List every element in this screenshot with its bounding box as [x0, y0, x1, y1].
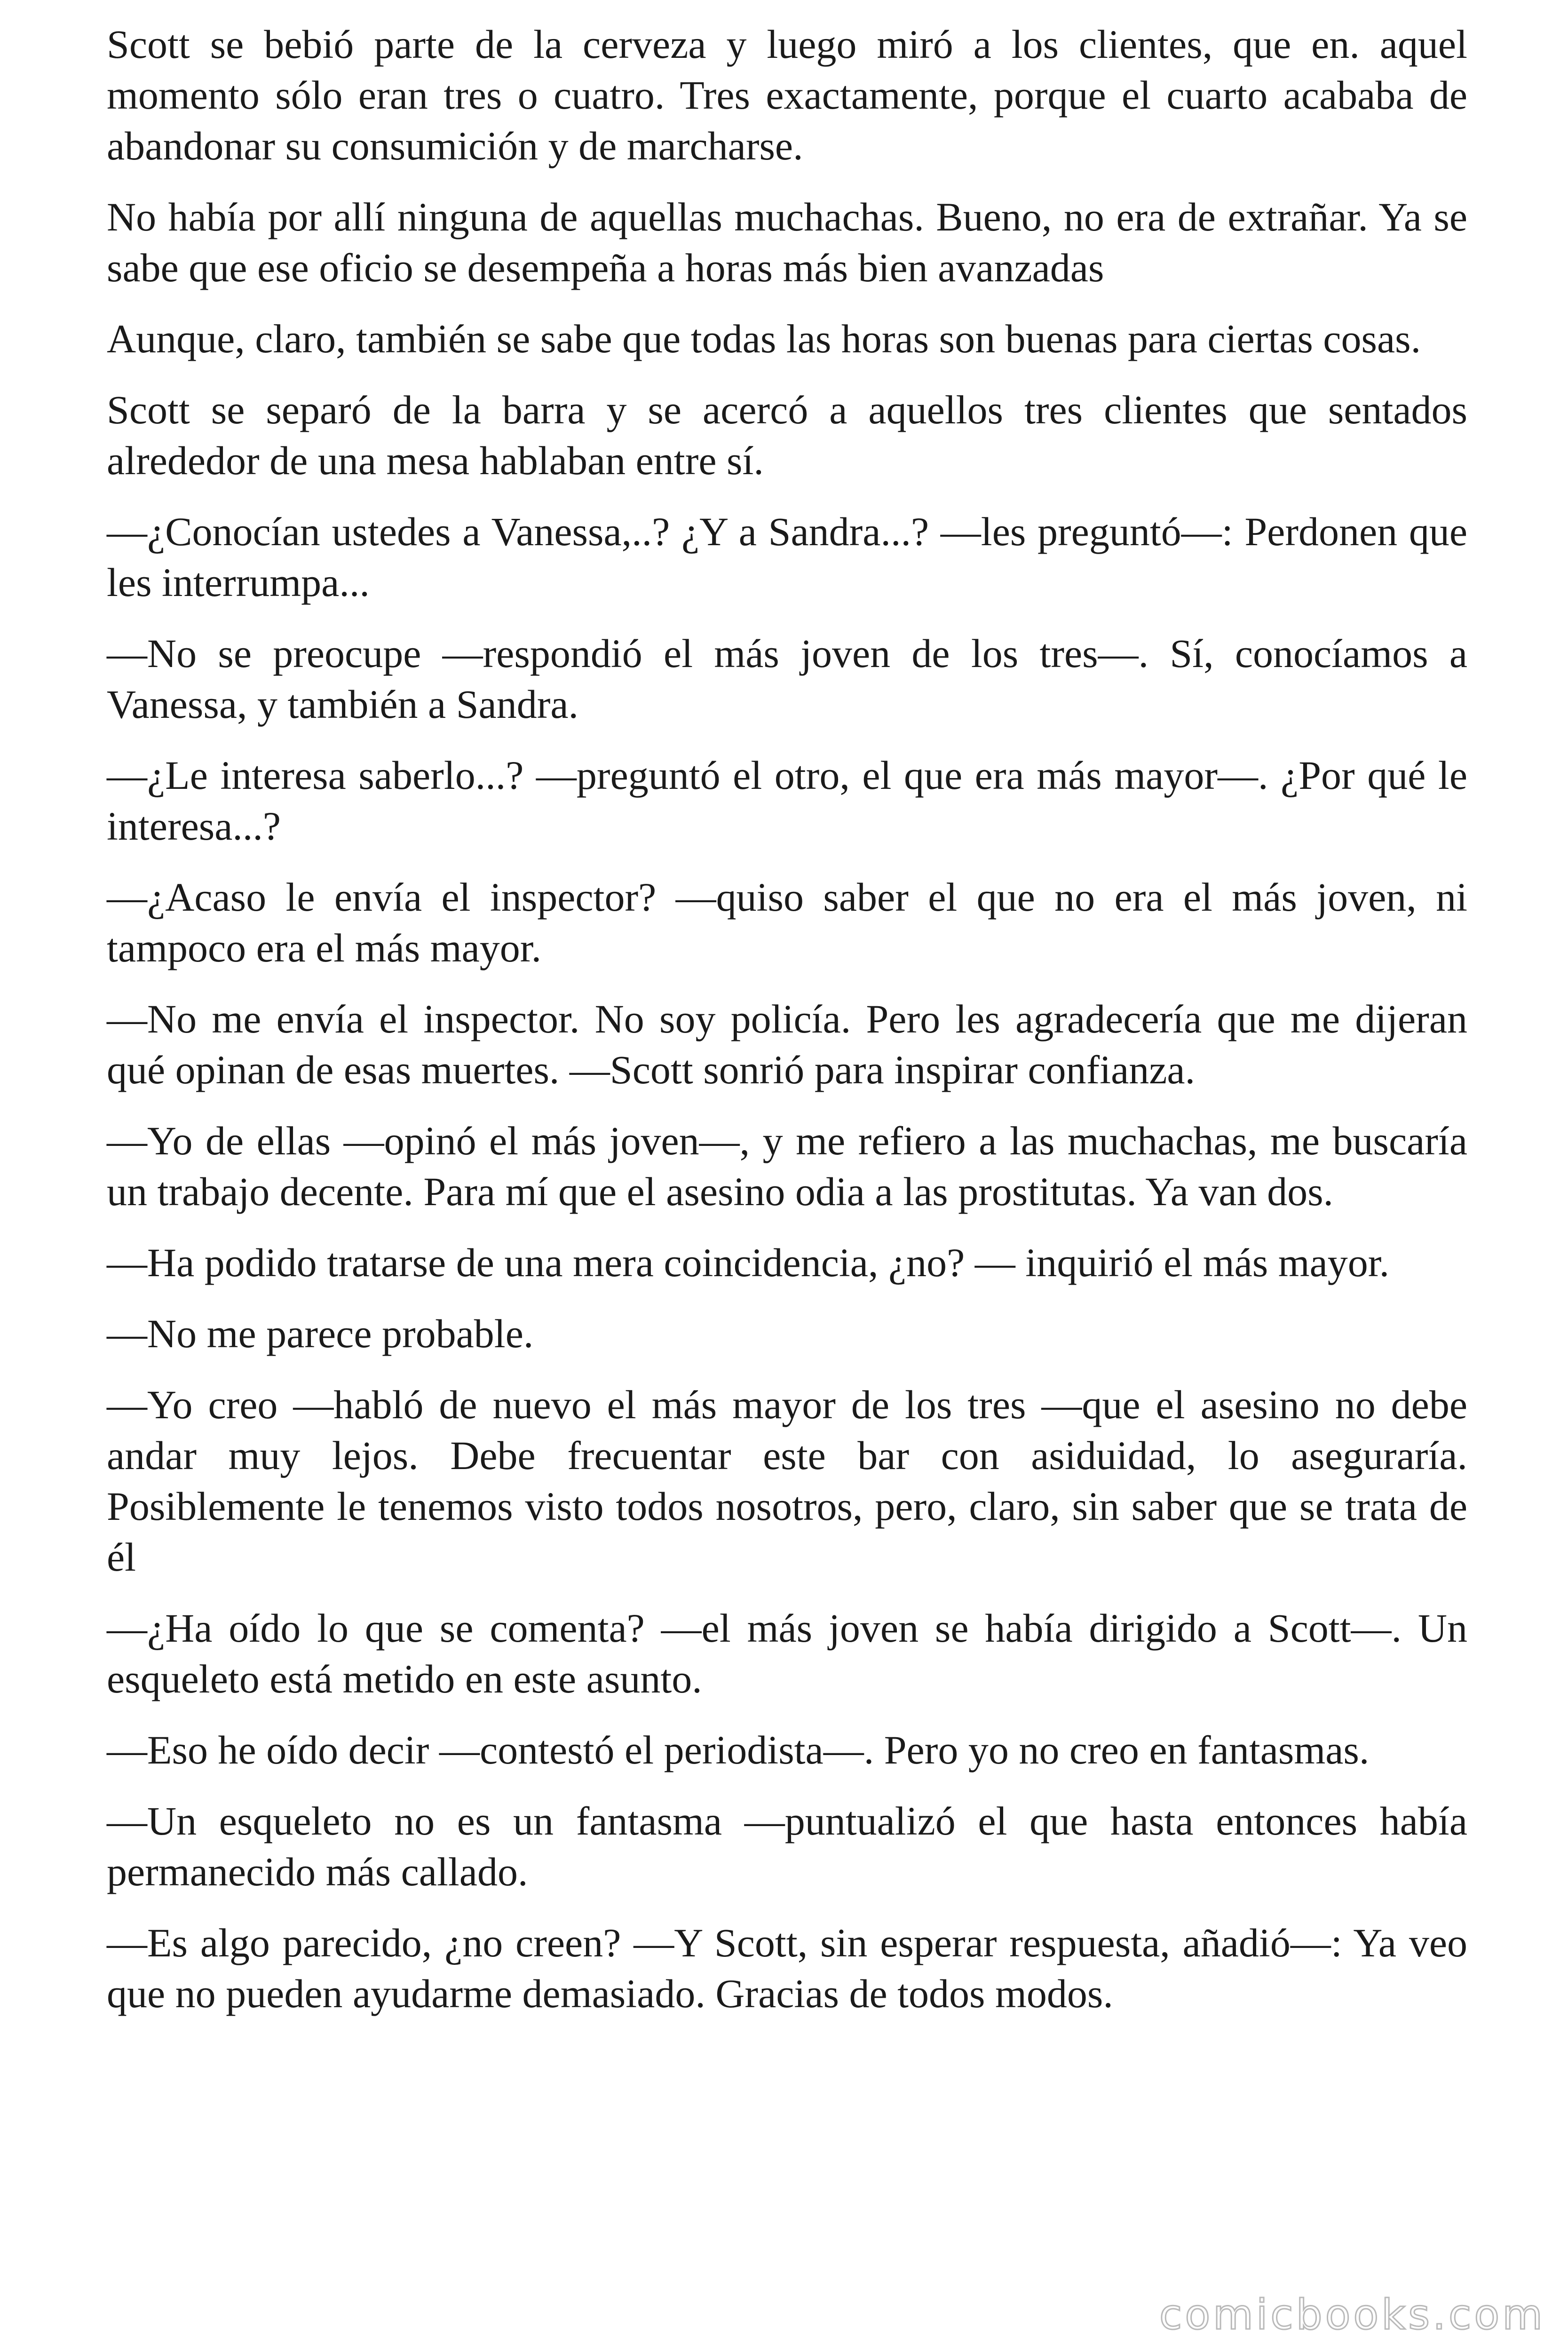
watermark: comicbooks.com	[1159, 2290, 1545, 2339]
paragraph-5: —¿Conocían ustedes a Vanessa,..? ¿Y a Sandra...? —les preguntó—: Perdonen que les interrumpa...	[107, 509, 1467, 605]
paragraph-9: —No me envía el inspector. No soy policía. Pero les agradecería que me dijeran qué opinan de esas muertes. —Scott sonrió para inspirar confianza.	[107, 996, 1467, 1092]
paragraph-12: —No me parece probable.	[107, 1311, 534, 1356]
paragraph-8: —¿Acaso le envía el inspector? —quiso saber el que no era el más joven, ni tampoco era el más mayor.	[107, 874, 1467, 970]
book-page-text	[107, 19, 1467, 2039]
paragraph-13: —Yo creo —habló de nuevo el más mayor de los tres —que el asesino no debe andar muy lejos. Debe frecuentar este bar con asiduidad, lo aseguraría. Posiblemente le tenemos visto todos nosotros, pero, claro, sin saber que se trata de él	[107, 1382, 1467, 1580]
paragraph-14: —¿Ha oído lo que se comenta? —el más joven se había dirigido a Scott—. Un esqueleto está metido en este asunto.	[107, 1605, 1467, 1701]
paragraph-7: —¿Le interesa saberlo...? —preguntó el otro, el que era más mayor—. ¿Por qué le interesa...?	[107, 753, 1467, 849]
paragraph-4: Scott se separó de la barra y se acercó a aquellos tres clientes que sentados alrededor de una mesa hablaban entre sí.	[107, 387, 1467, 483]
paragraph-2: No había por allí ninguna de aquellas muchachas. Bueno, no era de extrañar. Ya se sabe que ese oficio se desempeña a horas más bien avanzadas	[107, 194, 1467, 290]
paragraph-17: —Es algo parecido, ¿no creen? —Y Scott, sin esperar respuesta, añadió—: Ya veo que no pueden ayudarme demasiado. Gracias de todos modos.	[107, 1920, 1467, 2016]
paragraph-3: Aunque, claro, también se sabe que todas las horas son buenas para ciertas cosas.	[107, 316, 1421, 361]
paragraph-15: —Eso he oído decir —contestó el periodista—. Pero yo no creo en fantasmas.	[107, 1727, 1370, 1772]
paragraph-10: —Yo de ellas —opinó el más joven—, y me refiero a las muchachas, me buscaría un trabajo decente. Para mí que el asesino odia a las prostitutas. Ya van dos.	[107, 1118, 1467, 1214]
paragraph-6: —No se preocupe —respondió el más joven de los tres—. Sí, conocíamos a Vanessa, y también a Sandra.	[107, 631, 1467, 727]
paragraph-1: Scott se bebió parte de la cerveza y luego miró a los clientes, que en. aquel momento sólo eran tres o cuatro. Tres exactamente, porque el cuarto acababa de abandonar su consumición y de marcharse.	[107, 22, 1467, 168]
paragraph-16: —Un esqueleto no es un fantasma —puntualizó el que hasta entonces había permanecido más callado.	[107, 1798, 1467, 1894]
paragraph-11: —Ha podido tratarse de una mera coincidencia, ¿no? — inquirió el más mayor.	[107, 1240, 1390, 1285]
